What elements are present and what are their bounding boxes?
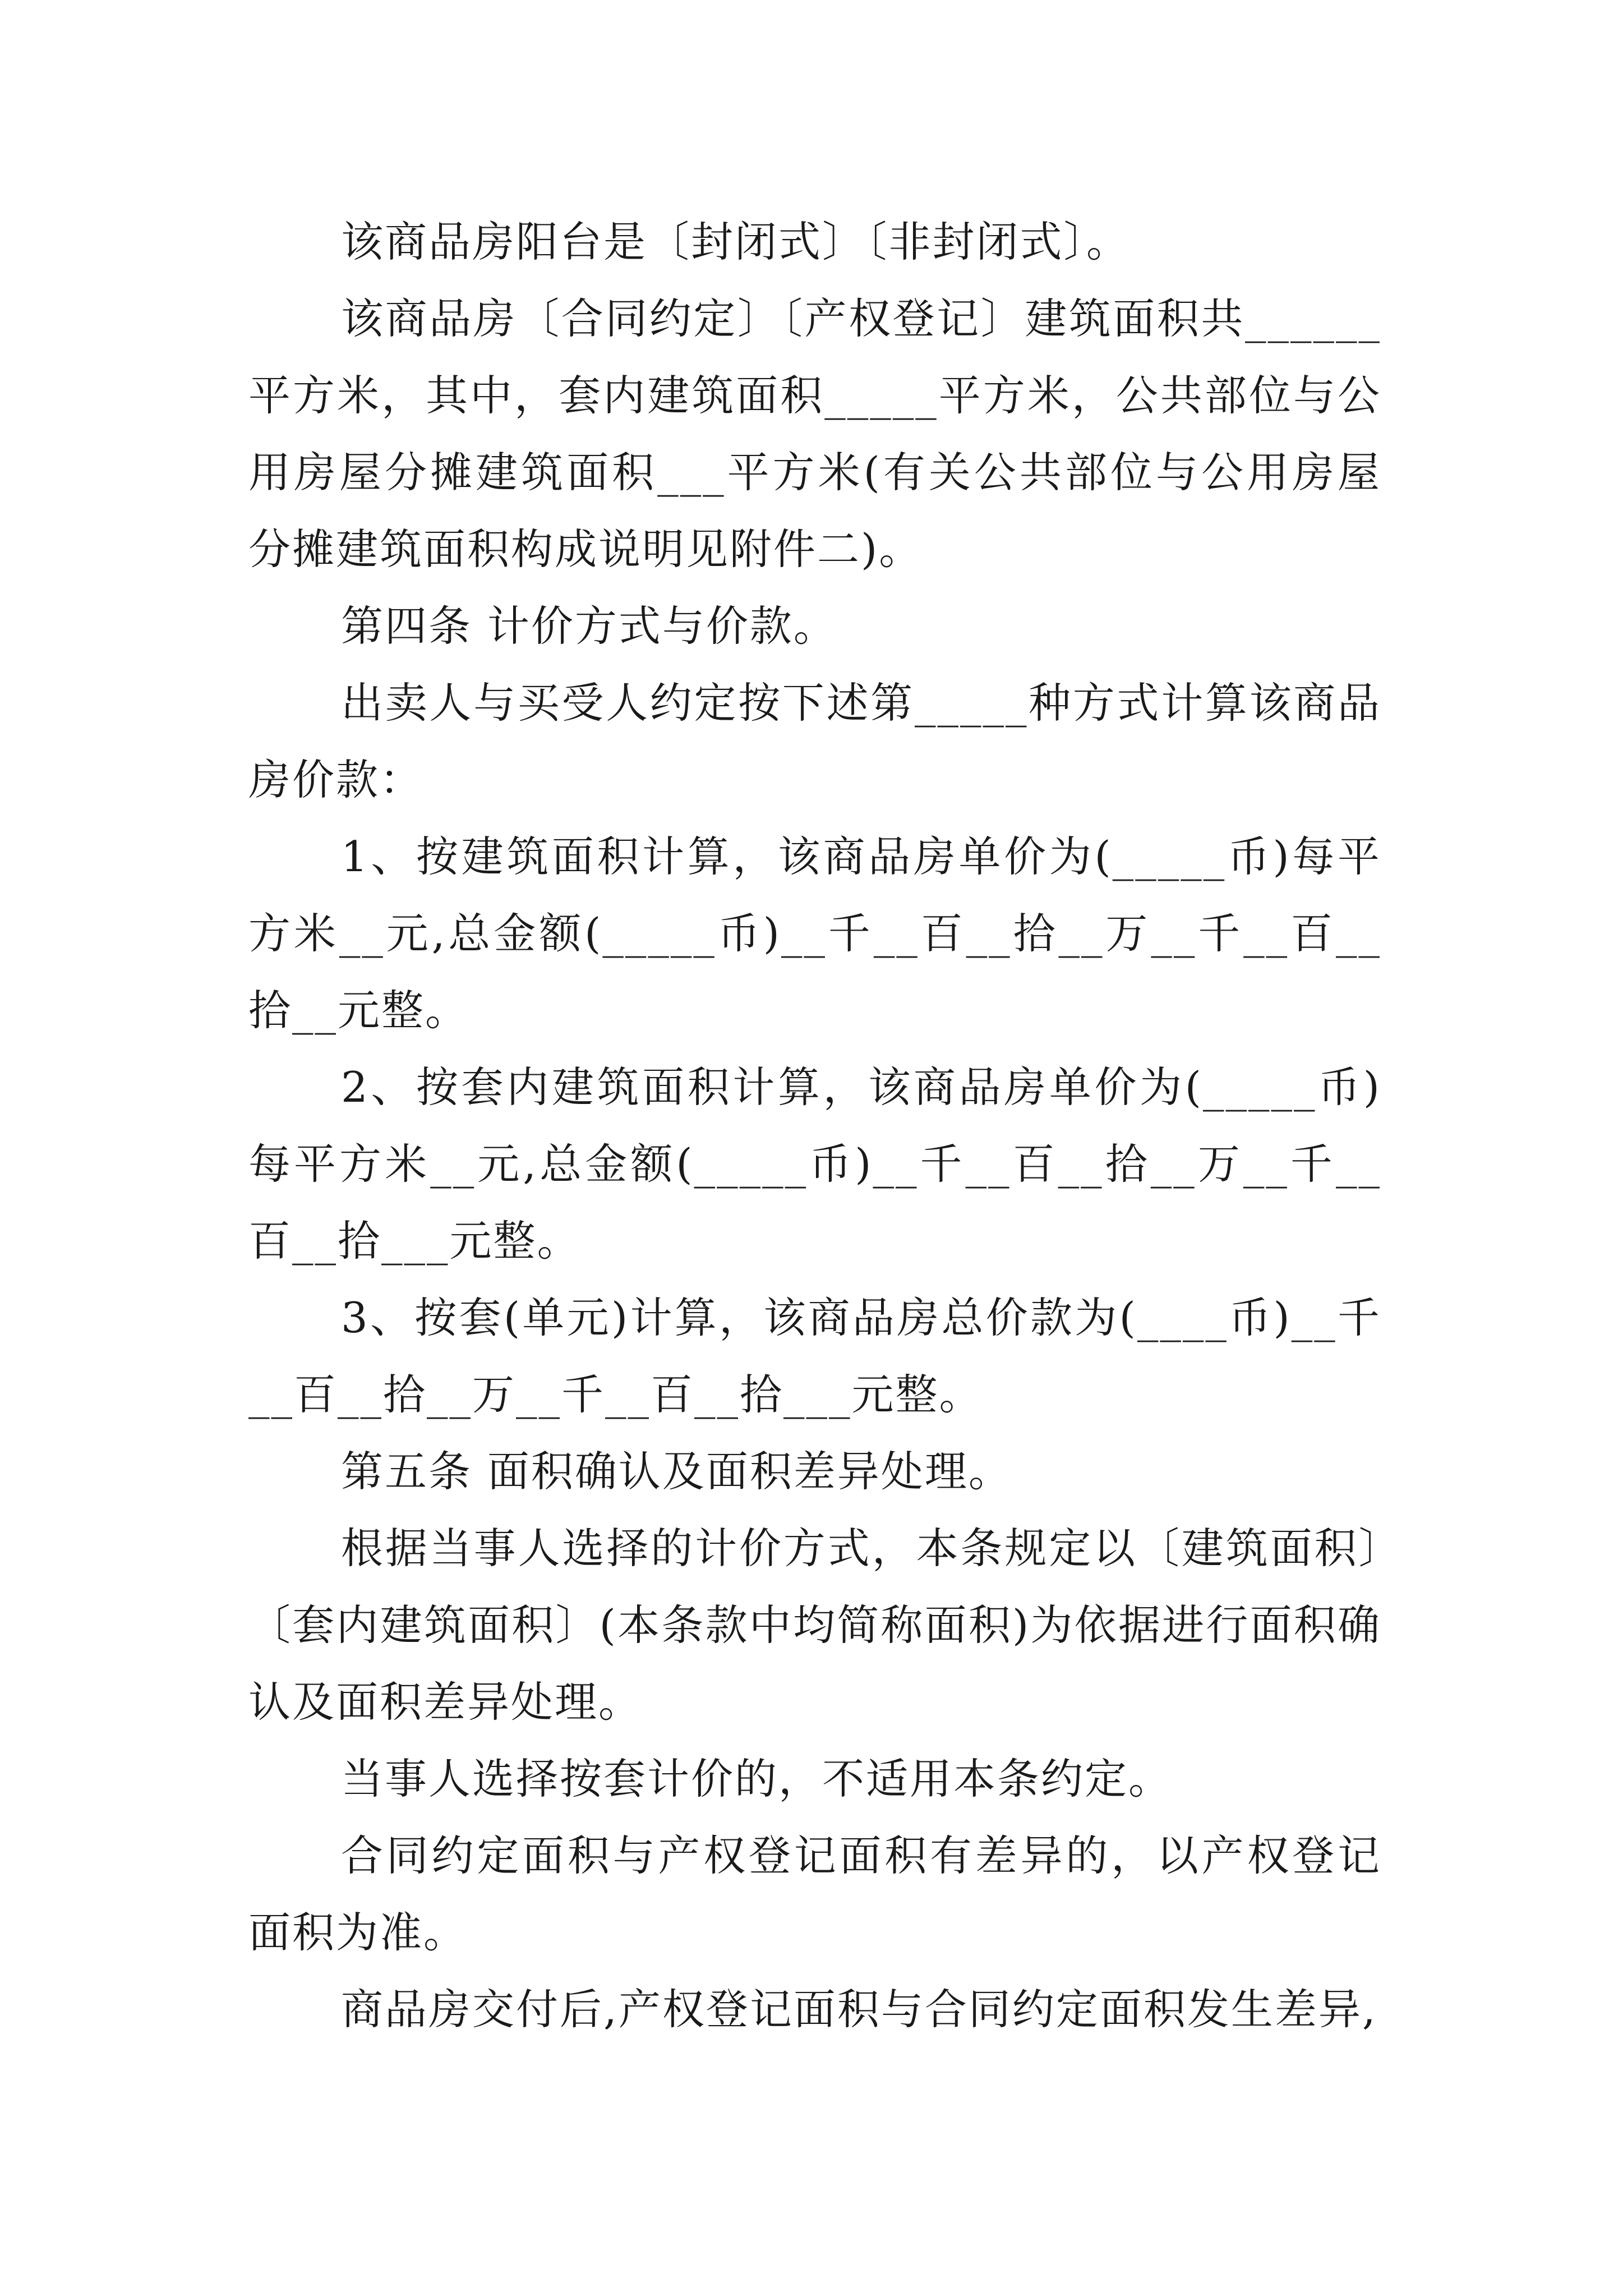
paragraph-registered-area: 合同约定面积与产权登记面积有差异的，以产权登记面积为准。 bbox=[248, 1831, 1381, 1957]
paragraph-balcony: 该商品房阳台是〔封闭式〕〔非封闭式〕。 bbox=[341, 217, 1131, 266]
paragraph-method-2: 2、按套内建筑面积计算，该商品房单价为(_____币)每平方米__元,总金额(_____币)__千__百__拾__万__千__百__拾___元整。 bbox=[248, 1062, 1381, 1266]
paragraph-method-3: 3、按套(单元)计算，该商品房总价款为(____币)__千__百__拾__万__千__百__拾___元整。 bbox=[248, 1293, 1381, 1419]
article-5-heading: 第五条 面积确认及面积差异处理。 bbox=[341, 1447, 1012, 1496]
paragraph-per-unit-exclusion: 当事人选择按套计价的，不适用本条约定。 bbox=[341, 1754, 1173, 1803]
document-body bbox=[248, 204, 1381, 2048]
paragraph-floor-area: 该商品房〔合同约定〕〔产权登记〕建筑面积共______平方米，其中，套内建筑面积_____平方米，公共部位与公用房屋分摊建筑面积___平方米(有关公共部位与公用房屋分摊建筑面积构成说明见附件二)。 bbox=[248, 294, 1381, 574]
paragraph-area-basis: 根据当事人选择的计价方式，本条规定以〔建筑面积〕〔套内建筑面积〕(本条款中均简称面积)为依据进行面积确认及面积差异处理。 bbox=[248, 1524, 1381, 1727]
paragraph-pricing-method: 出卖人与买受人约定按下述第_____种方式计算该商品房价款： bbox=[248, 678, 1381, 804]
paragraph-after-delivery: 商品房交付后,产权登记面积与合同约定面积发生差异, bbox=[341, 1985, 1377, 2034]
paragraph-method-1: 1、按建筑面积计算，该商品房单价为(_____币)每平方米__元,总金额(_____币)__千__百__拾__万__千__百__拾__元整。 bbox=[248, 832, 1381, 1035]
article-4-heading: 第四条 计价方式与价款。 bbox=[341, 601, 837, 651]
